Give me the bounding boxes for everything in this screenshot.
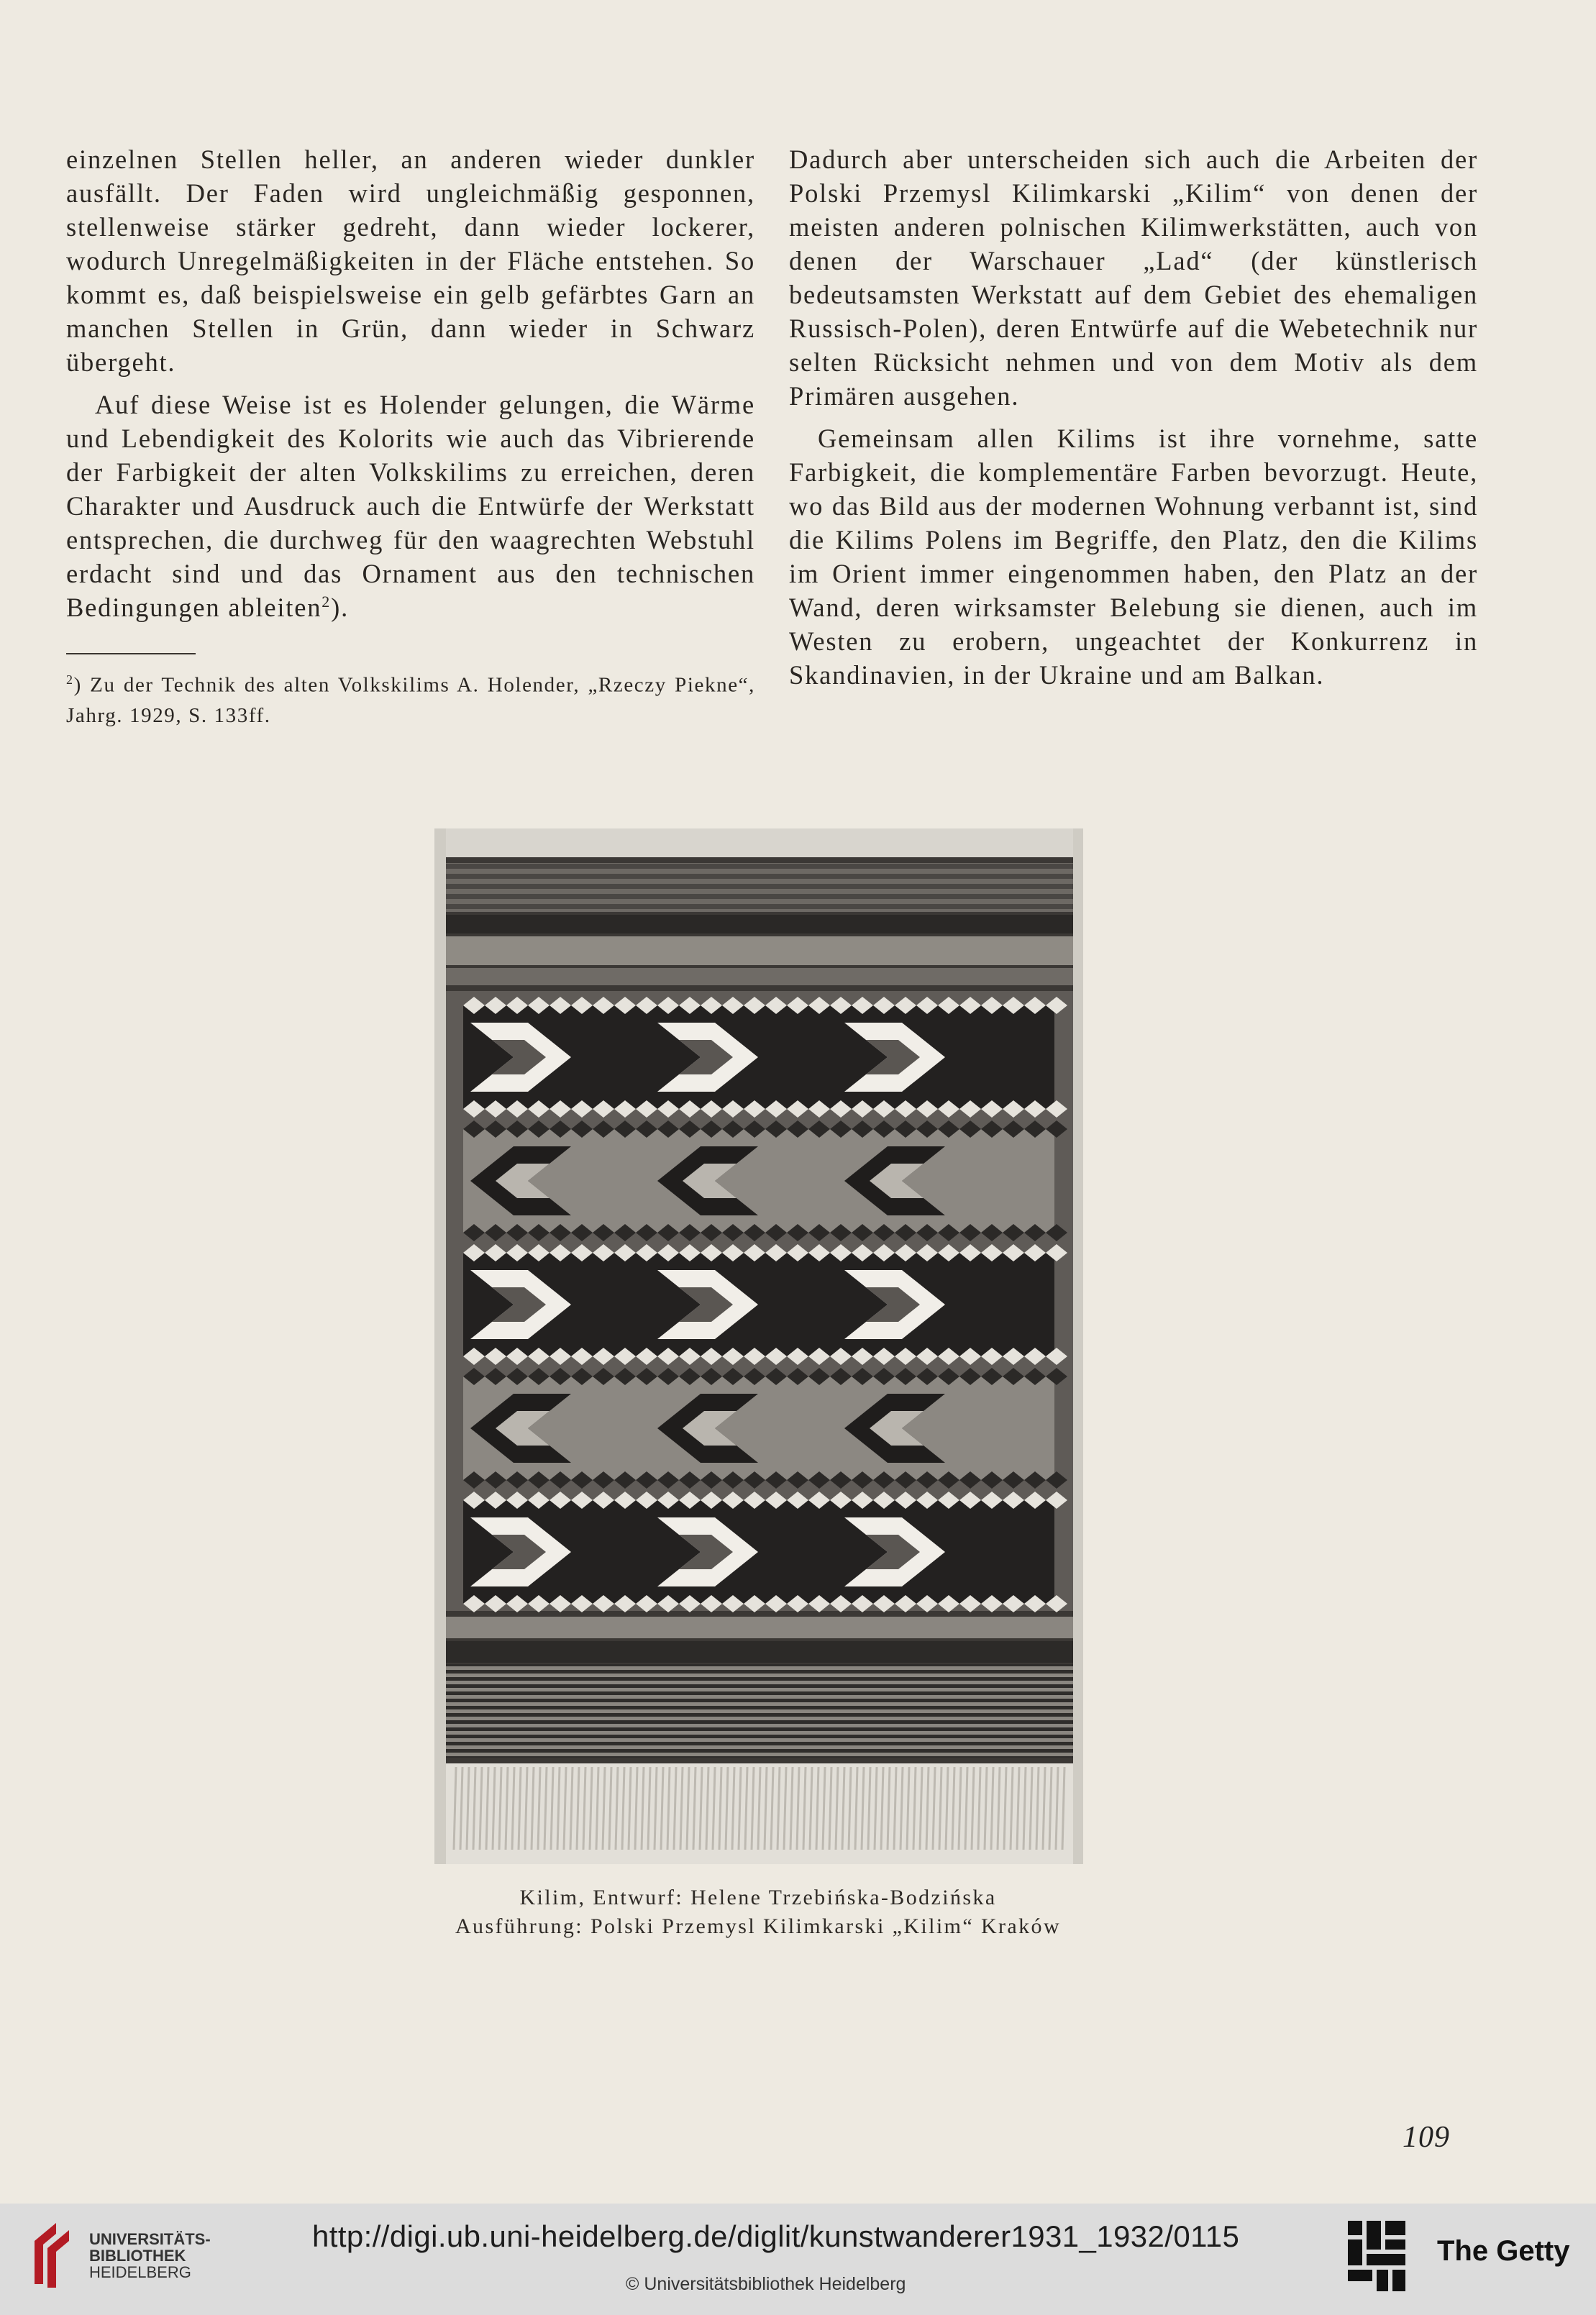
footnote-reference: 2: [322, 592, 332, 611]
page-number: 109: [1403, 2121, 1450, 2154]
footnote-text: ) Zu der Technik des alten Volkskilims A. Holender, „Rzeczy Piekne“, Jahrg. 1929, S. 133ff.: [66, 673, 755, 727]
partner-name: The Getty: [1437, 2235, 1570, 2267]
paragraph: einzelnen Stellen heller, an anderen wieder dunkler ausfällt. Der Faden wird ungleichmäßig gesponnen, stellenweise stärker gedreht, dann wieder lockerer, wodurch Unregelmäßigkeiten in der Fläche entstehen. So kommt es, daß beispielsweise ein gelb gefärbtes Garn an manchen Stellen in Grün, dann wieder in Schwarz übergeht.: [66, 145, 755, 377]
library-name-line3: HEIDELBERG: [89, 2263, 191, 2281]
paragraph: [66, 388, 755, 624]
footnote: [66, 665, 755, 731]
footnote-marker: 2: [66, 672, 74, 687]
figure-caption-line1: Kilim, Entwurf: Helene Trzebińska-Bodzińska: [519, 1886, 997, 1909]
kilim-photograph: [434, 828, 1083, 1864]
ub-heidelberg-logo-icon[interactable]: [27, 2219, 78, 2291]
figure-caption-line2: Ausführung: Polski Przemysl Kilimkarski „Kilim“ Kraków: [455, 1914, 1062, 1938]
paragraph-text: Auf diese Weise ist es Holender gelungen, die Wärme und Lebendigkeit des Kolorits wie auch das Vibrierende der Farbigkeit der alten Volkskilims zu erreichen, deren Charakter und Ausdruck auch die Entwürfe der Werkstatt entsprechen, die durchweg für den waagrechten Webstuhl erdacht sind und das Ornament aus den technischen Bedingungen ableiten: [66, 390, 755, 622]
copyright-notice: © Universitätsbibliothek Heidelberg: [626, 2274, 906, 2294]
footnote-divider: [66, 653, 196, 654]
getty-logo-icon[interactable]: [1345, 2218, 1410, 2297]
library-name-line2: BIBLIOTHEK: [89, 2247, 186, 2265]
library-name-line1: UNIVERSITÄTS-: [89, 2230, 211, 2248]
permalink-url[interactable]: http://digi.ub.uni-heidelberg.de/diglit/kunstwanderer1931_1932/0115: [312, 2219, 1240, 2253]
kilim-motif-group: [463, 997, 1067, 1612]
kilim-image: [434, 828, 1083, 1864]
right-text-column: [789, 142, 1478, 692]
left-text-column: [66, 142, 755, 731]
footer-bar: [0, 2204, 1596, 2315]
kilim-fringe: [454, 1767, 1064, 1850]
paragraph-ending: ).: [331, 593, 349, 622]
paragraph: Gemeinsam allen Kilims ist ihre vornehme, satte Farbigkeit, die komplementäre Farben bevorzugt. Heute, wo das Bild aus der modernen Wohnung verbannt ist, sind die Kilims Polens im Begriffe, den Platz, den die Kilims im Orient immer eingenommen haben, den Platz an der Wand, deren wirksamster Belebung sie dienen, auch im Westen zu erobern, ungeachtet der Konkurrenz in Skandinavien, in der Ukraine und am Balkan.: [789, 424, 1478, 690]
paragraph: Dadurch aber unterscheiden sich auch die Arbeiten der Polski Przemysl Kilimkarski „Kilim“ von denen der meisten anderen polnischen Kilimwerkstätten, auch von denen der Warschauer „Lad“ (der künstlerisch bedeutsamsten Werkstatt auf dem Gebiet des ehemaligen Russisch-Polen), deren Entwürfe auf die Webetechnik nur selten Rücksicht nehmen und von dem Motiv als dem Primären ausgehen.: [789, 145, 1478, 411]
library-name: [89, 2231, 211, 2280]
